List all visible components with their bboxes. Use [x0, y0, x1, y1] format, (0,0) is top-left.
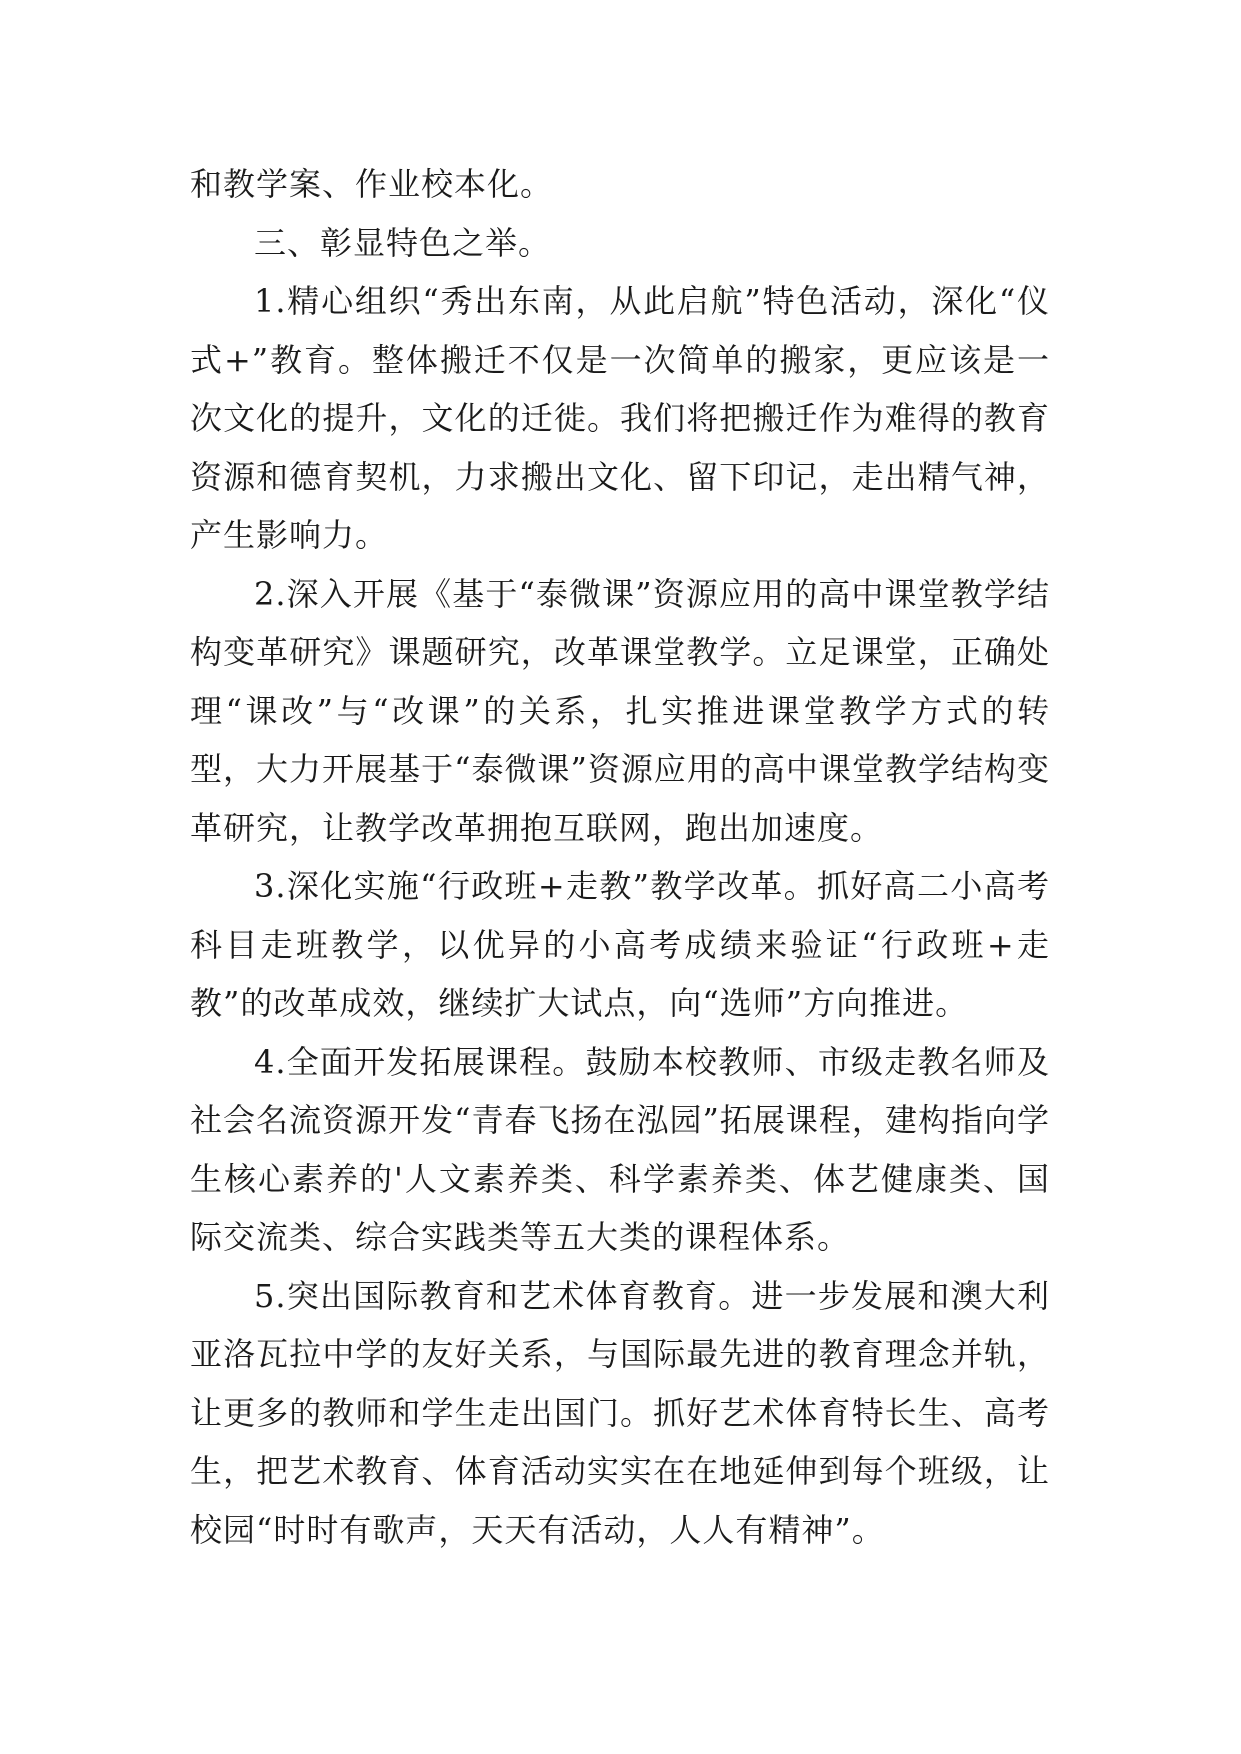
paragraph-item-2: 2.深入开展《基于“泰微课”资源应用的高中课堂教学结构变革研究》课题研究，改革课堂教学。立足课堂，正确处理“课改”与“改课”的关系，扎实推进课堂教学方式的转型，大力开展基于“泰微课”资源应用的高中课堂教学结构变革研究，让教学改革拥抱互联网，跑出加速度。 — [190, 574, 1050, 847]
document-body — [190, 155, 1050, 1559]
paragraph-continuation: 和教学案、作业校本化。 — [190, 165, 554, 203]
paragraph-item-1: 1.精心组织“秀出东南，从此启航”特色活动，深化“仪式+”教育。整体搬迁不仅是一次简单的搬家，更应该是一次文化的提升，文化的迁徙。我们将把搬迁作为难得的教育资源和德育契机，力求搬出文化、留下印记，走出精气神，产生影响力。 — [190, 282, 1050, 554]
paragraph-item-3: 3.深化实施“行政班+走教”教学改革。抓好高二小高考科目走班教学，以优异的小高考成绩来验证“行政班+走教”的改革成效，继续扩大试点，向“选师”方向推进。 — [190, 867, 1050, 1022]
section-heading-three: 三、彰显特色之举。 — [254, 223, 552, 262]
paragraph-item-5: 5.突出国际教育和艺术体育教育。进一步发展和澳大利亚洛瓦拉中学的友好关系，与国际最先进的教育理念并轨，让更多的教师和学生走出国门。抓好艺术体育特长生、高考生，把艺术教育、体育活动实实在在地延伸到每个班级，让校园“时时有歌声，天天有活动，人人有精神”。 — [190, 1276, 1050, 1549]
paragraph-item-4: 4.全面开发拓展课程。鼓励本校教师、市级走教名师及社会名流资源开发“青春飞扬在泓园”拓展课程，建构指向学生核心素养的'人文素养类、科学素养类、体艺健康类、国际交流类、综合实践类等五大类的课程体系。 — [190, 1042, 1050, 1256]
